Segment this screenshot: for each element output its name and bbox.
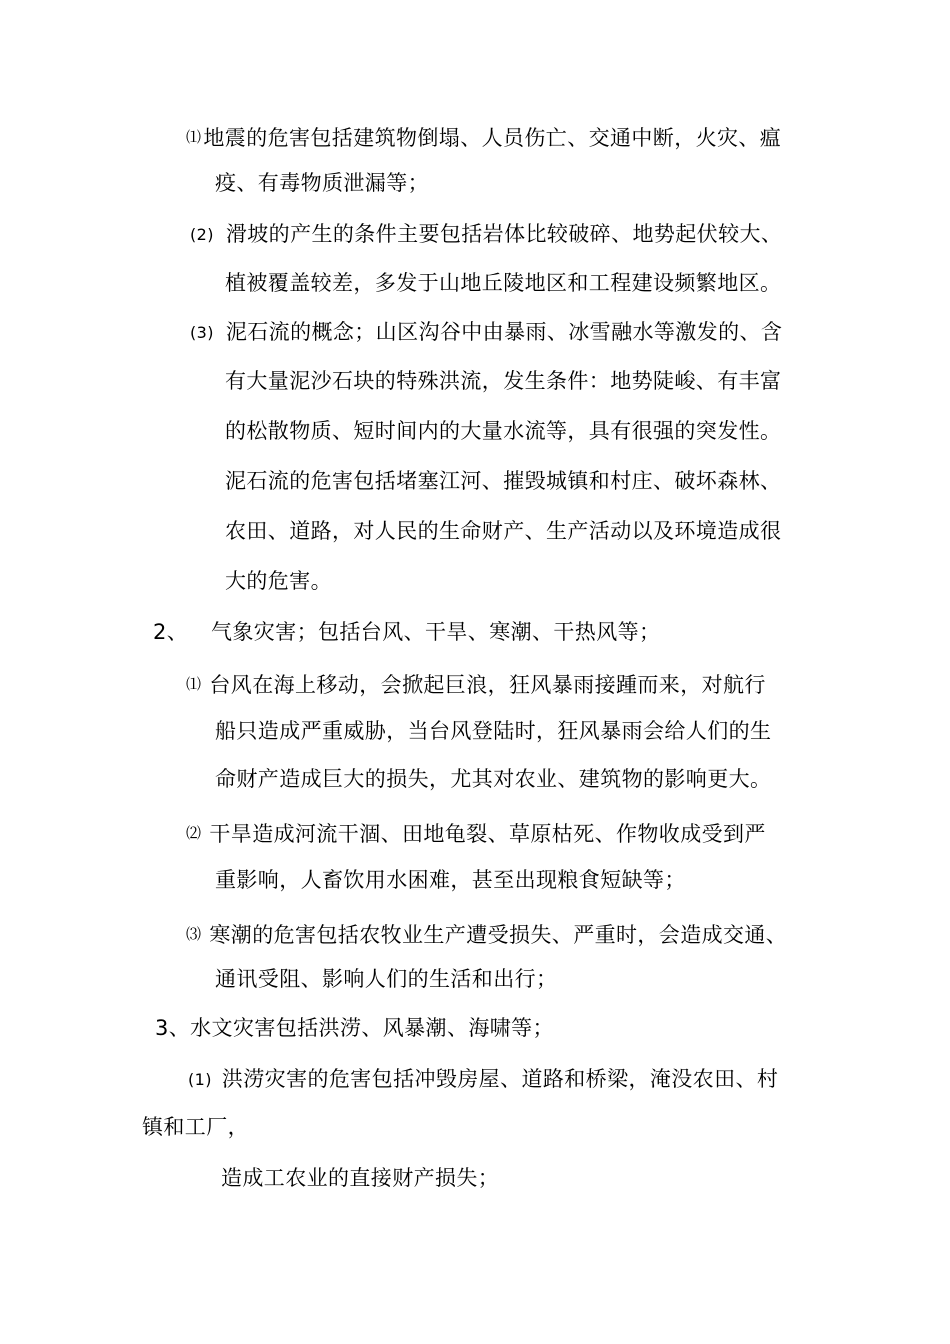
cold-wave-line-2: 通讯受阻、影响人们的生活和出行； — [215, 967, 558, 991]
list-marker: ⑴ — [186, 675, 202, 693]
paragraph-text: 洪涝灾害的危害包括冲毁房屋、道路和桥梁，淹没农田、村 — [221, 1067, 779, 1091]
drought-line-1 — [186, 818, 766, 849]
debris-flow-line-3: 的松散物质、短时间内的大量水流等，具有很强的突发性。 — [225, 419, 782, 443]
section-heading-meteorological — [153, 617, 660, 647]
typhoon-line-3: 命财产造成巨大的损失，尤其对农业、建筑物的影响更大。 — [215, 767, 772, 791]
paragraph-text: 滑坡的产生的条件主要包括岩体比较破碎、地势起伏较大、 — [225, 222, 783, 246]
debris-flow-line-1 — [190, 317, 782, 348]
list-marker: ⑵ — [186, 824, 202, 842]
flood-line-2: 镇和工厂， — [142, 1115, 249, 1139]
paragraph-text: 地震的危害包括建筑物倒塌、人员伤亡、交通中断，火灾、瘟 — [203, 126, 782, 150]
cold-wave-line-1 — [186, 919, 787, 950]
section-number: 2、 — [153, 620, 189, 644]
list-marker: (2) — [190, 225, 214, 244]
paragraph-text: 泥石流的概念；山区沟谷中由暴雨、冰雪融水等激发的、含 — [225, 320, 783, 344]
landslide-line-1 — [190, 219, 782, 250]
debris-flow-line-5: 农田、道路，对人民的生命财产、生产活动以及环境造成很 — [225, 519, 782, 543]
debris-flow-line-4: 泥石流的危害包括堵塞江河、摧毁城镇和村庄、破坏森林、 — [225, 469, 782, 493]
landslide-line-2: 植被覆盖较差，多发于山地丘陵地区和工程建设频繁地区。 — [225, 271, 782, 295]
paragraph-text: 寒潮的危害包括农牧业生产遭受损失、严重时，会造成交通、 — [209, 923, 788, 947]
earthquake-line-2: 疫、有毒物质泄漏等； — [215, 171, 429, 195]
list-marker: ⑴ — [186, 128, 202, 146]
flood-line-3: 造成工农业的直接财产损失； — [221, 1166, 500, 1190]
flood-line-1 — [188, 1064, 778, 1095]
paragraph-text: 干旱造成河流干涸、田地龟裂、草原枯死、作物收成受到严 — [209, 822, 766, 846]
section-heading-hydrological: 3、水文灾害包括洪涝、风暴潮、海啸等； — [155, 1016, 554, 1040]
drought-line-2: 重影响，人畜饮用水困难，甚至出现粮食短缺等； — [215, 868, 686, 892]
debris-flow-line-2: 有大量泥沙石块的特殊洪流，发生条件：地势陡峻、有丰富 — [225, 369, 782, 393]
typhoon-line-2: 船只造成严重威胁，当台风登陆时，狂风暴雨会给人们的生 — [215, 719, 772, 743]
earthquake-line-1 — [186, 122, 781, 153]
list-marker: (3) — [190, 323, 214, 342]
list-marker: (1) — [188, 1070, 212, 1089]
paragraph-text: 台风在海上移动，会掀起巨浪，狂风暴雨接踵而来，对航行 — [209, 673, 766, 697]
list-marker: ⑶ — [186, 925, 202, 943]
typhoon-line-1 — [186, 669, 766, 700]
section-text: 气象灾害；包括台风、干旱、寒潮、干热风等； — [211, 620, 661, 644]
debris-flow-line-6: 大的危害。 — [225, 569, 332, 593]
